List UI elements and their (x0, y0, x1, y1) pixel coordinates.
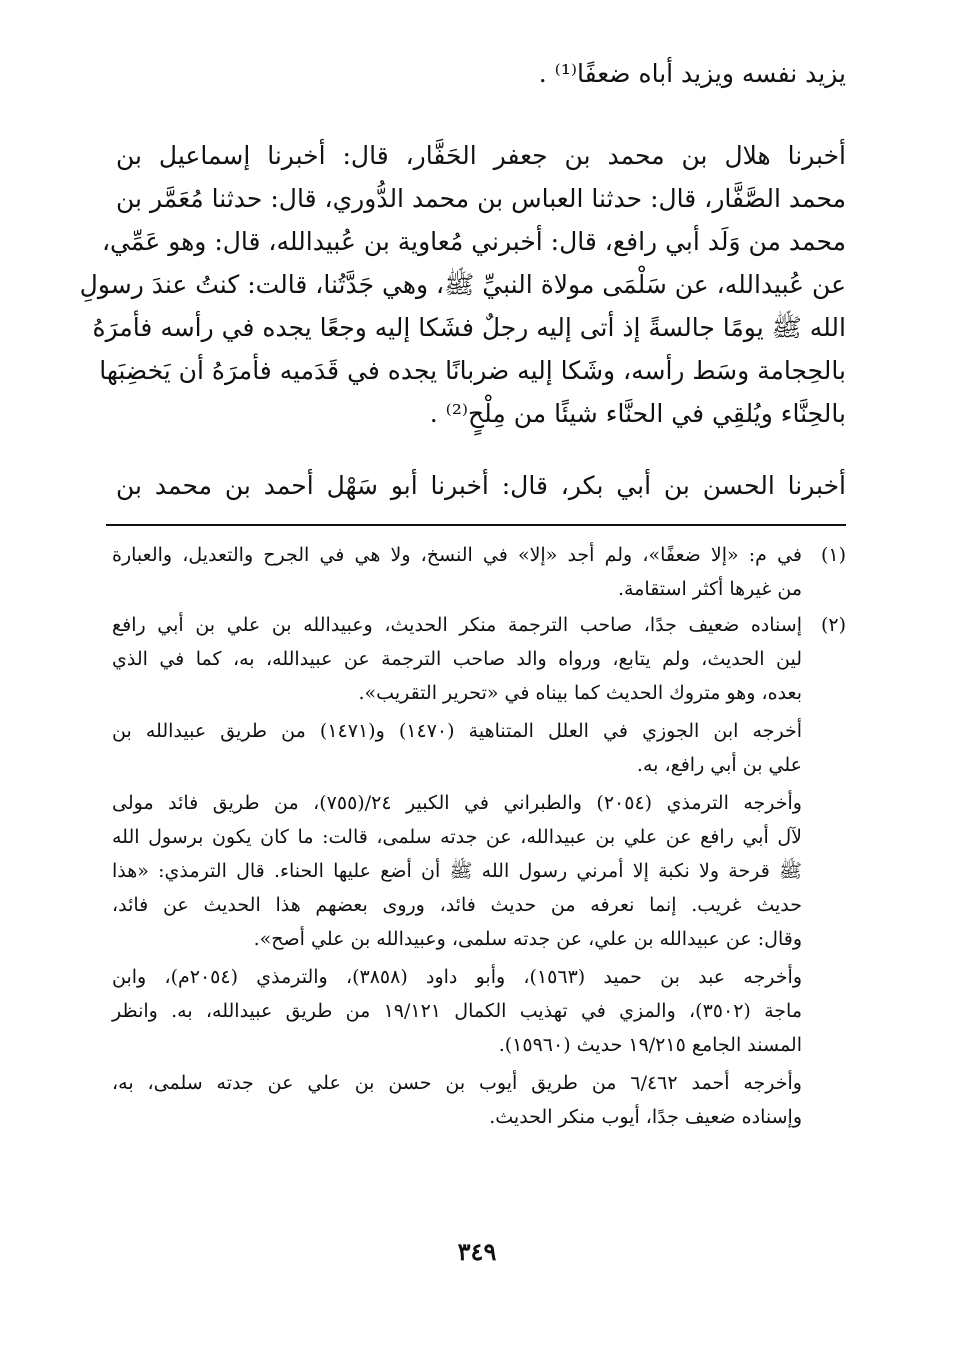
footnote-line: في م: «إلا ضعفًا»، ولم أجد «إلا» في النسخ، ولا هي في الجرح والتعديل، والعبارة (112, 544, 802, 566)
text-line: محمد الصَّفَّار، قال: حدثنا العباس بن محمد الدُّوري، قال: حدثنا مُعَمَّر بن (116, 184, 846, 213)
text-line: أخبرنا هلال بن محمد بن جعفر الحَفَّار، قال: أخبرنا إسماعيل بن (116, 141, 846, 170)
footnote-line: لآل أبي رافع عن علي بن عبيدالله، عن جدته سلمى، قالت: ما كان يكون برسول الله (112, 826, 802, 848)
footnote-line: إسناده ضعيف جدًا، صاحب الترجمة منكر الحديث، وعبيدالله بن علي بن أبي رافع (112, 614, 802, 636)
footnote-line: ﷺ قرحة ولا نكبة إلا أمرني رسول الله ﷺ أن أضع عليها الحناء. قال الترمذي: «هذا (112, 860, 802, 882)
footnote-line: أخرجه ابن الجوزي في العلل المتناهية (١٤٧٠) و(١٤٧١) من طريق عبيدالله بن (112, 720, 802, 742)
footnote-number: (١) (820, 544, 846, 566)
page-number: ٣٤٩ (457, 1237, 497, 1266)
footnote-line: علي بن أبي رافع، به. (636, 754, 802, 776)
footnote-line: وقال: عن عبيدالله بن علي، عن جدته سلمى، وعبيدالله بن علي أصح». (253, 928, 802, 950)
footnote-line: ماجة (٣٥٠٢)، والمزي في تهذيب الكمال ١٩/١٢١ من طريق عبيدالله، به. وانظر (112, 1000, 802, 1022)
text-line: يزيد نفسه ويزيد أباه ضعفًا⁽¹⁾ . (538, 59, 846, 88)
footnote-line: المسند الجامع ١٩/٢١٥ حديث (١٥٩٦٠). (498, 1034, 802, 1056)
footnote-divider (106, 524, 846, 526)
text-line: أخبرنا الحسن بن أبي بكر، قال: أخبرنا أبو سَهْل أحمد بن محمد بن (116, 471, 846, 500)
text-line: عن عُبيدالله، عن سَلْمَى مولاة النبيِّ ﷺ، وهي جَدَّتُنا، قالت: كنتُ عندَ رسولِ (79, 270, 846, 299)
footnote-line: وأخرجه عبد بن حميد (١٥٦٣)، وأبو داود (٣٨٥٨)، والترمذي (٢٠٥٤م)، وابن (112, 966, 802, 988)
text-line: بالحِجامة وسَط رأسه، وشَكا إليه ضربانًا يجده في قَدَميه فأمرَهُ أن يَخضِبَها (99, 356, 846, 385)
footnote-line: من غيرها أكثر استقامة. (618, 578, 802, 600)
footnote-line: بعده، وهو متروك الحديث كما بيناه في «تحرير التقريب». (358, 682, 802, 704)
footnote-number: (٢) (820, 614, 846, 636)
footnote-line: حديث غريب. إنما نعرفه من حديث فائد، وروى بعضهم هذا الحديث عن فائد، (112, 894, 802, 916)
footnote-line: وإسناده ضعيف جدًا، أيوب منكر الحديث. (489, 1106, 802, 1128)
text-line: بالحِنَّاء ويُلقِي في الحنَّاء شيئًا من مِلْحٍ⁽²⁾ . (429, 399, 846, 428)
text-line: محمد من وَلَد أبي رافع، قال: أخبرني مُعاوية بن عُبيدالله، قال: وهو عَمِّي، (101, 227, 846, 256)
footnote-line: لين الحديث، ولم يتابع، ورواه والد صاحب الترجمة عن عبيدالله، به، كما في الذي (112, 648, 802, 670)
text-line: الله ﷺ يومًا جالسةً إذ أتى إليه رجلٌ فشَكا إليه وجعًا يجده في رأسه فأمرَهُ (92, 313, 846, 342)
footnote-line: وأخرجه أحمد ٦/٤٦٢ من طريق أيوب بن حسن بن علي عن جدته سلمى، به، (112, 1072, 802, 1094)
footnote-line: وأخرجه الترمذي (٢٠٥٤) والطبراني في الكبير ٢٤/(٧٥٥)، من طريق فائد مولى (112, 792, 802, 814)
